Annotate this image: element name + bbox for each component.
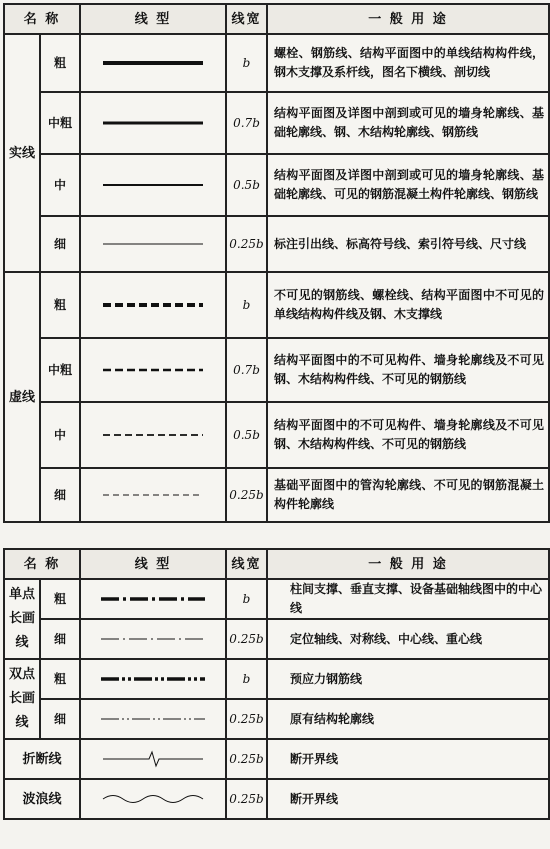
- header-usage: 一 般 用 途: [267, 549, 549, 579]
- usage-text: 基础平面图中的管沟轮廓线、不可见的钢筋混凝土构件轮廓线: [267, 468, 549, 522]
- line-width: 0.25b: [226, 739, 267, 779]
- line-sample-break-line: [80, 739, 226, 779]
- line-sample-wavy-line: [80, 779, 226, 819]
- usage-text: 螺栓、钢筋线、结构平面图中的单线结构构件线，钢木支撑及系杆线，图名下横线、剖切线: [267, 34, 549, 92]
- usage-text: 柱间支撑、垂直支撑、设备基础轴线图中的中心线: [267, 579, 549, 619]
- sub-name: 中: [40, 154, 80, 216]
- line-sample-solid-thick: [80, 34, 226, 92]
- group-name-dashed: 虚线: [4, 272, 40, 522]
- sub-name: 细: [40, 216, 80, 272]
- line-width: b: [226, 579, 267, 619]
- table-gap: [0, 527, 550, 541]
- sub-name: 粗: [40, 579, 80, 619]
- line-sample-double-dot-thick: [80, 659, 226, 699]
- usage-text: 预应力钢筋线: [267, 659, 549, 699]
- line-width: 0.5b: [226, 402, 267, 468]
- line-sample-dashed-medium-thick: [80, 338, 226, 402]
- sub-name: 粗: [40, 272, 80, 338]
- line-width: 0.25b: [226, 619, 267, 659]
- usage-text: 结构平面图及详图中剖到或可见的墙身轮廓线、基础轮廓线、可见的钢筋混凝土构件轮廓线、钢筋线: [267, 154, 549, 216]
- line-sample-double-dot-thin: [80, 699, 226, 739]
- group-name-single-dot: 单点长画线: [4, 579, 40, 659]
- line-sample-solid-medium-thick: [80, 92, 226, 154]
- group-name-double-dot: 双点长画线: [4, 659, 40, 739]
- sub-name: 中粗: [40, 338, 80, 402]
- line-width: b: [226, 659, 267, 699]
- line-width: 0.25b: [226, 779, 267, 819]
- usage-text: 定位轴线、对称线、中心线、重心线: [267, 619, 549, 659]
- line-sample-solid-thin: [80, 216, 226, 272]
- line-sample-single-dot-thin: [80, 619, 226, 659]
- usage-text: 结构平面图中的不可见构件、墙身轮廓线及不可见钢、木结构构件线、不可见的钢筋线: [267, 402, 549, 468]
- single-name-break: 折断线: [4, 739, 80, 779]
- header-line-width: 线宽: [226, 549, 267, 579]
- sub-name: 粗: [40, 659, 80, 699]
- single-name-wavy: 波浪线: [4, 779, 80, 819]
- line-width: 0.25b: [226, 699, 267, 739]
- line-type-table-2: [3, 548, 550, 820]
- header-usage: 一 般 用 途: [267, 4, 549, 34]
- line-width: 0.5b: [226, 154, 267, 216]
- header-name: 名 称: [4, 549, 80, 579]
- usage-text: 原有结构轮廓线: [267, 699, 549, 739]
- line-width: b: [226, 272, 267, 338]
- line-sample-single-dot-thick: [80, 579, 226, 619]
- line-width: 0.7b: [226, 92, 267, 154]
- line-width: 0.7b: [226, 338, 267, 402]
- sub-name: 粗: [40, 34, 80, 92]
- usage-text: 标注引出线、标高符号线、索引符号线、尺寸线: [267, 216, 549, 272]
- sub-name: 细: [40, 468, 80, 522]
- line-width: 0.25b: [226, 468, 267, 522]
- sub-name: 中粗: [40, 92, 80, 154]
- usage-text: 结构平面图及详图中剖到或可见的墙身轮廓线、基础轮廓线、钢、木结构轮廓线、钢筋线: [267, 92, 549, 154]
- sub-name: 细: [40, 619, 80, 659]
- line-type-table-1: [3, 3, 550, 523]
- line-width: b: [226, 34, 267, 92]
- header-line-type: 线 型: [80, 549, 226, 579]
- sub-name: 中: [40, 402, 80, 468]
- group-name-solid: 实线: [4, 34, 40, 272]
- usage-text: 结构平面图中的不可见构件、墙身轮廓线及不可见钢、木结构构件线、不可见的钢筋线: [267, 338, 549, 402]
- line-sample-dashed-medium: [80, 402, 226, 468]
- usage-text: 断开界线: [267, 779, 549, 819]
- header-name: 名 称: [4, 4, 80, 34]
- sub-name: 细: [40, 699, 80, 739]
- usage-text: 不可见的钢筋线、螺栓线、结构平面图中不可见的单线结构构件线及钢、木支撑线: [267, 272, 549, 338]
- line-width: 0.25b: [226, 216, 267, 272]
- usage-text: 断开界线: [267, 739, 549, 779]
- line-sample-solid-medium: [80, 154, 226, 216]
- line-sample-dashed-thick: [80, 272, 226, 338]
- header-line-width: 线宽: [226, 4, 267, 34]
- header-line-type: 线 型: [80, 4, 226, 34]
- line-sample-dashed-thin: [80, 468, 226, 522]
